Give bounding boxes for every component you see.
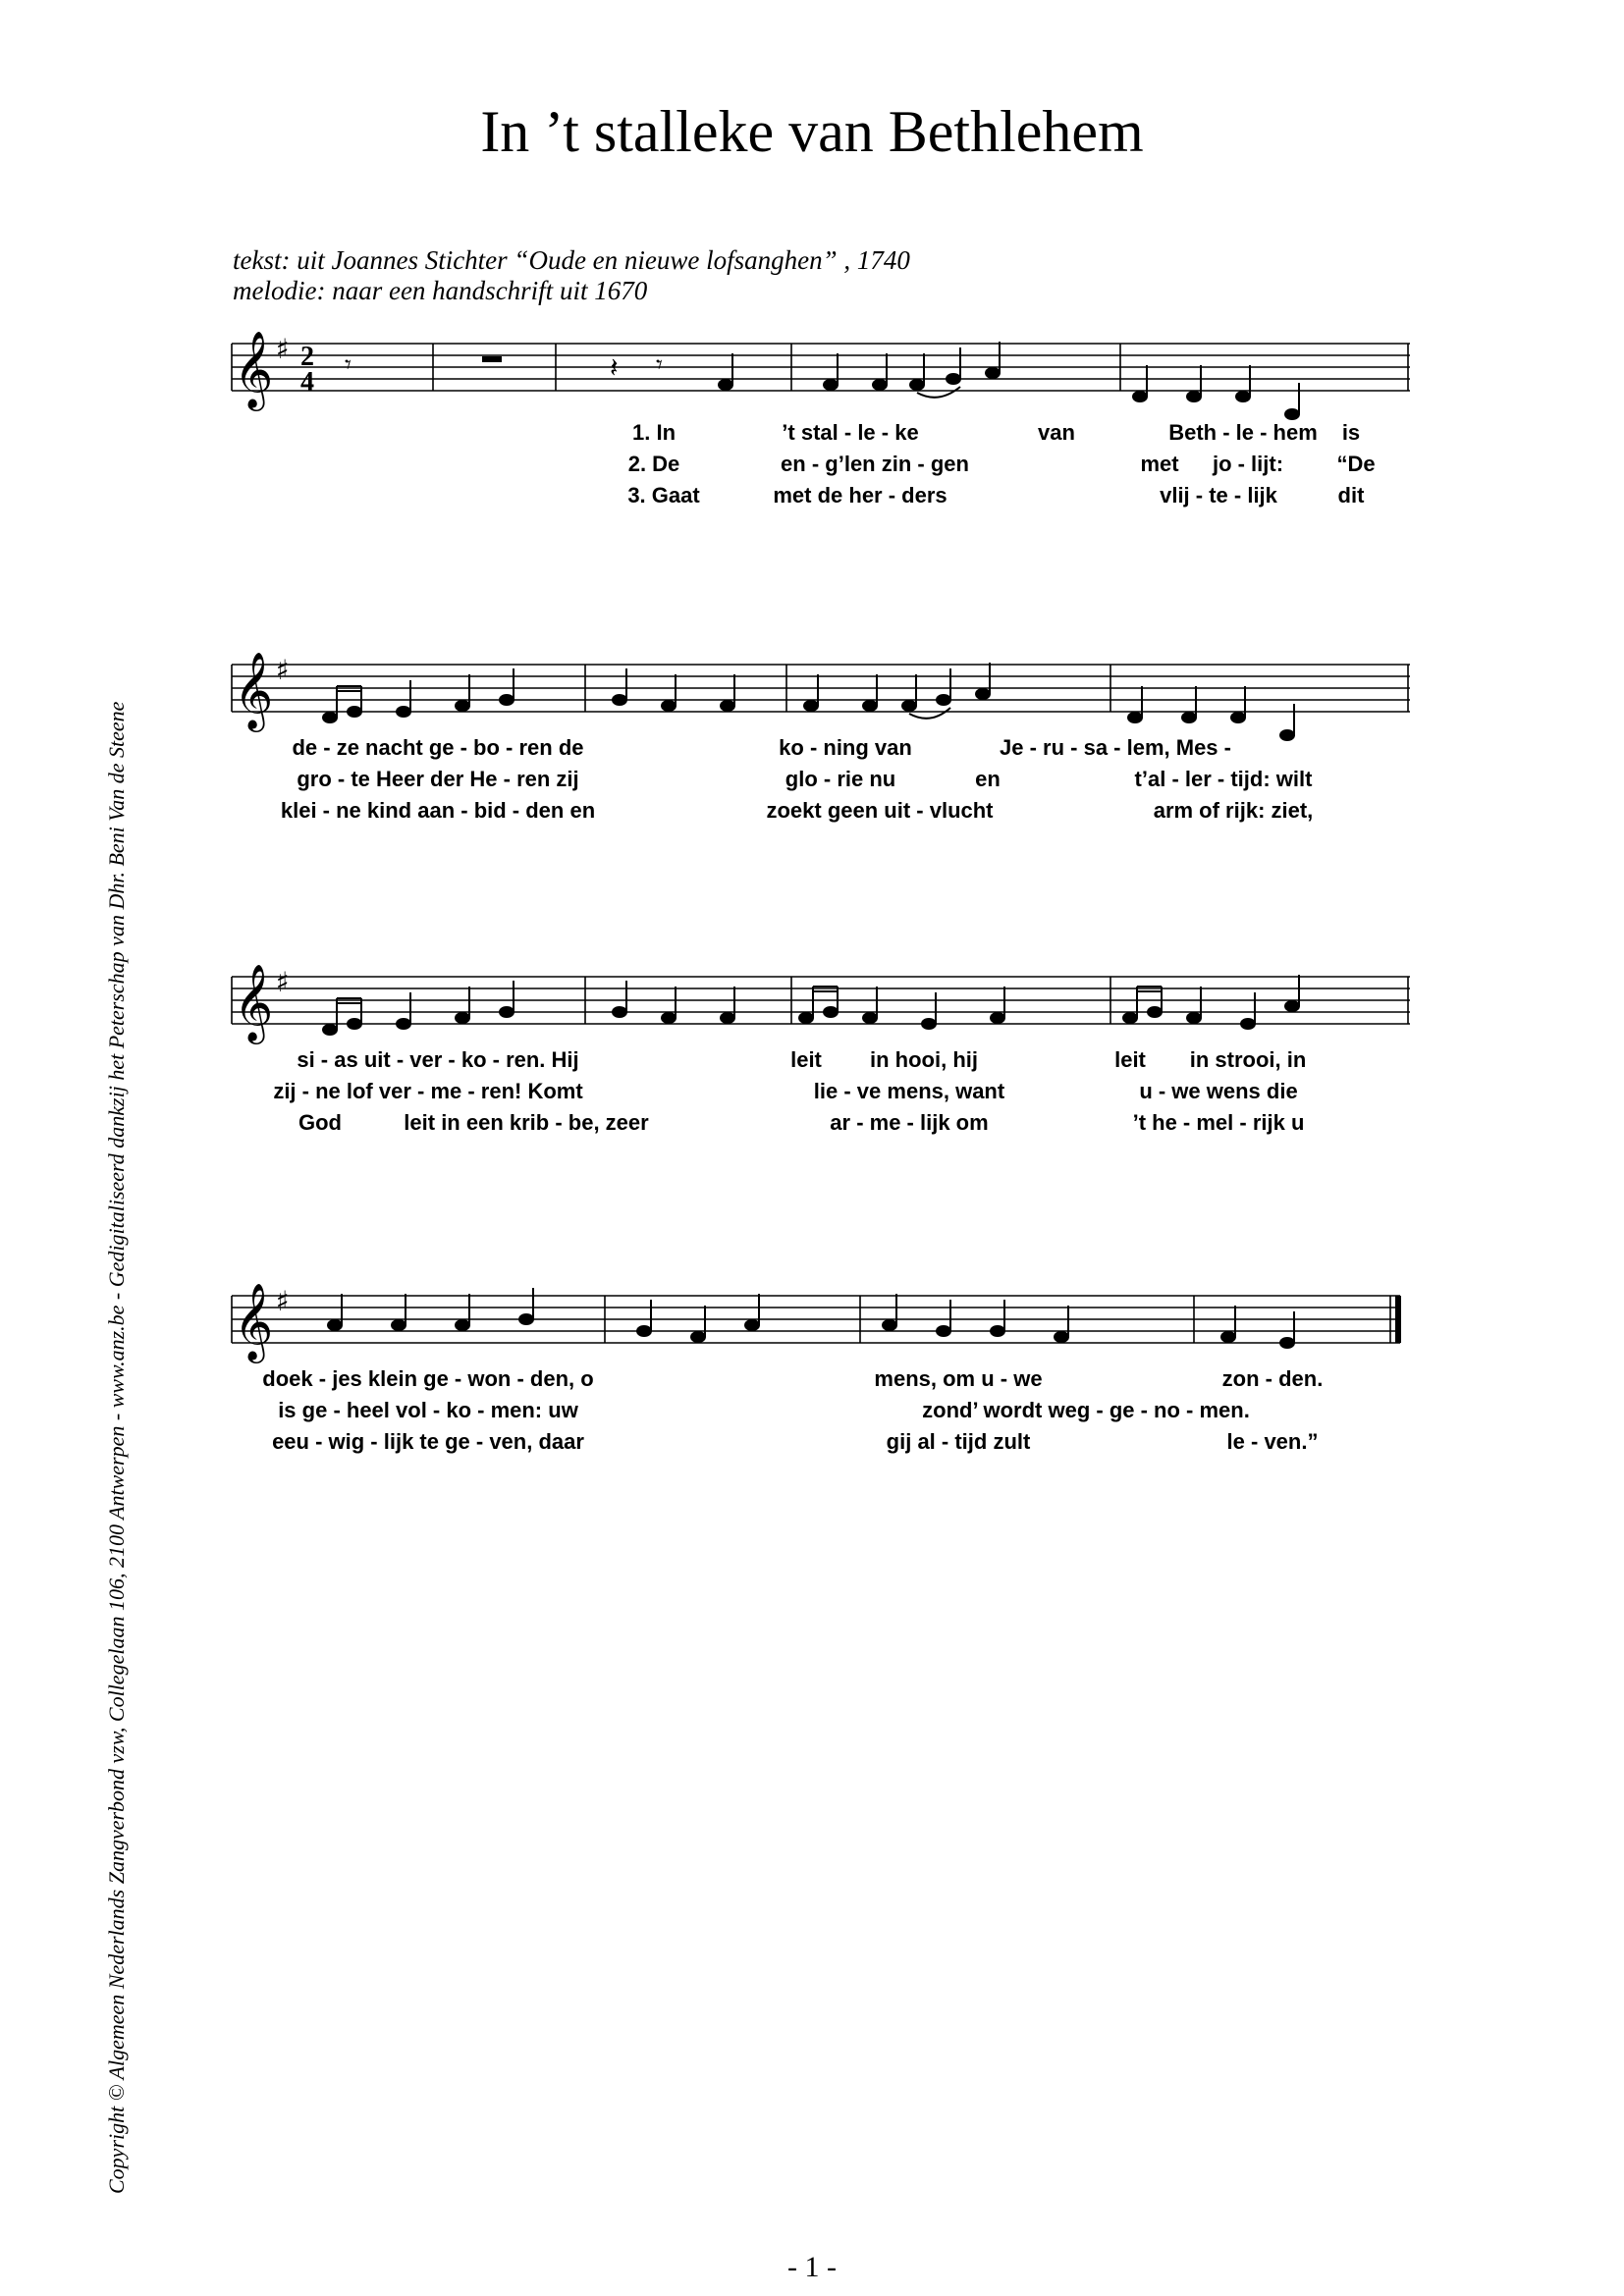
- lyric: klei - ne kind aan - bid - den en: [280, 798, 596, 823]
- lyric: is: [1341, 420, 1361, 445]
- lyric: is ge - heel vol - ko - men: uw: [278, 1398, 578, 1422]
- svg-text:𝄞: 𝄞: [234, 1283, 274, 1361]
- lyric: glo - rie nu: [785, 767, 896, 791]
- lyric: t’al - ler - tijd: wilt: [1134, 767, 1313, 791]
- lyric: met: [1140, 452, 1179, 476]
- copyright-sidebar: Copyright © Algemeen Nederlands Zangverbond vzw, Collegelaan 106, 2100 Antwerpen - www.anz.be - Gedigitaliseerd dankzij het Peterschap van Dhr. Beni Van de Steene: [104, 701, 129, 2194]
- lyric: leit: [1114, 1047, 1146, 1072]
- lyric: ’t he - mel - rijk u: [1132, 1110, 1305, 1135]
- lyric: ar - me - lijk om: [830, 1110, 989, 1135]
- lyric: met de her - ders: [773, 483, 947, 507]
- lyric: ko - ning van: [779, 735, 912, 760]
- lyric: in hooi, hij: [870, 1047, 978, 1072]
- lyric: en - g’len zin - gen: [781, 452, 969, 476]
- lyric: in strooi, in: [1189, 1047, 1307, 1072]
- svg-text:𝄞: 𝄞: [234, 652, 274, 729]
- svg-text:♯: ♯: [276, 966, 290, 998]
- lyric: ’t stal - le - ke: [782, 420, 919, 445]
- lyric: dit: [1337, 483, 1365, 507]
- lyric: zond’ wordt weg - ge - no - men.: [922, 1398, 1250, 1422]
- lyric: u - we wens die: [1139, 1079, 1298, 1103]
- staff-system-2: [232, 635, 1410, 823]
- lyric: 3. Gaat: [627, 483, 700, 507]
- lyric: Beth - le - hem: [1168, 420, 1318, 445]
- lyric: gro - te Heer der He - ren zij: [297, 767, 579, 791]
- lyric: mens, om u - we: [874, 1366, 1043, 1391]
- lyric: eeu - wig - lijk te ge - ven, daar: [272, 1429, 584, 1454]
- lyric: si - as uit - ver - ko - ren. Hij: [297, 1047, 579, 1072]
- staff-system-3: [232, 947, 1410, 1135]
- staff-system-1: [232, 314, 1410, 507]
- lyric: vlij - te - lijk: [1160, 483, 1277, 507]
- svg-text:♯: ♯: [276, 654, 290, 686]
- lyric: Je - ru - sa - lem, Mes -: [1000, 735, 1231, 760]
- lyric: jo - lijt:: [1212, 452, 1284, 476]
- page-title: In ’t stalleke van Bethlehem: [480, 99, 1144, 164]
- lyric: lie - ve mens, want: [813, 1079, 1005, 1103]
- svg-text:𝄞: 𝄞: [234, 331, 274, 408]
- svg-text:2: 2: [300, 342, 314, 372]
- lyric: zij - ne lof ver - me - ren! Komt: [273, 1079, 583, 1103]
- lyric: leit in een krib - be, zeer: [404, 1110, 649, 1135]
- credit-melody: melodie: naar een handschrift uit 1670: [233, 276, 648, 305]
- svg-text:𝄽: 𝄽: [610, 351, 619, 384]
- credits: [233, 245, 910, 306]
- lyric: gij al - tijd zult: [886, 1429, 1031, 1454]
- svg-text:𝄞: 𝄞: [234, 964, 274, 1041]
- svg-text:𝄾: 𝄾: [656, 350, 663, 380]
- svg-text:4: 4: [300, 367, 314, 398]
- lyric: en: [975, 767, 1001, 791]
- svg-text:♯: ♯: [276, 1285, 290, 1317]
- staff-system-4: [232, 1266, 1410, 1454]
- svg-text:𝄾: 𝄾: [345, 350, 352, 380]
- page-number: - 1 -: [787, 2251, 837, 2283]
- lyric: van: [1038, 420, 1075, 445]
- lyric: 1. In: [631, 420, 677, 445]
- lyric: arm of rijk: ziet,: [1153, 798, 1314, 823]
- lyric: leit: [790, 1047, 822, 1072]
- lyric: “De: [1336, 452, 1376, 476]
- lyric: God: [298, 1110, 342, 1135]
- lyric: 2. De: [627, 452, 680, 476]
- lyric: doek - jes klein ge - won - den, o: [262, 1366, 594, 1391]
- lyric: zoekt geen uit - vlucht: [766, 798, 994, 823]
- credit-text: tekst: uit Joannes Stichter “Oude en nieuwe lofsanghen” , 1740: [233, 245, 910, 275]
- svg-text:♯: ♯: [276, 333, 290, 365]
- lyric: zon - den.: [1221, 1366, 1324, 1391]
- lyric: le - ven.”: [1226, 1429, 1319, 1454]
- lyric: de - ze nacht ge - bo - ren de: [292, 735, 584, 760]
